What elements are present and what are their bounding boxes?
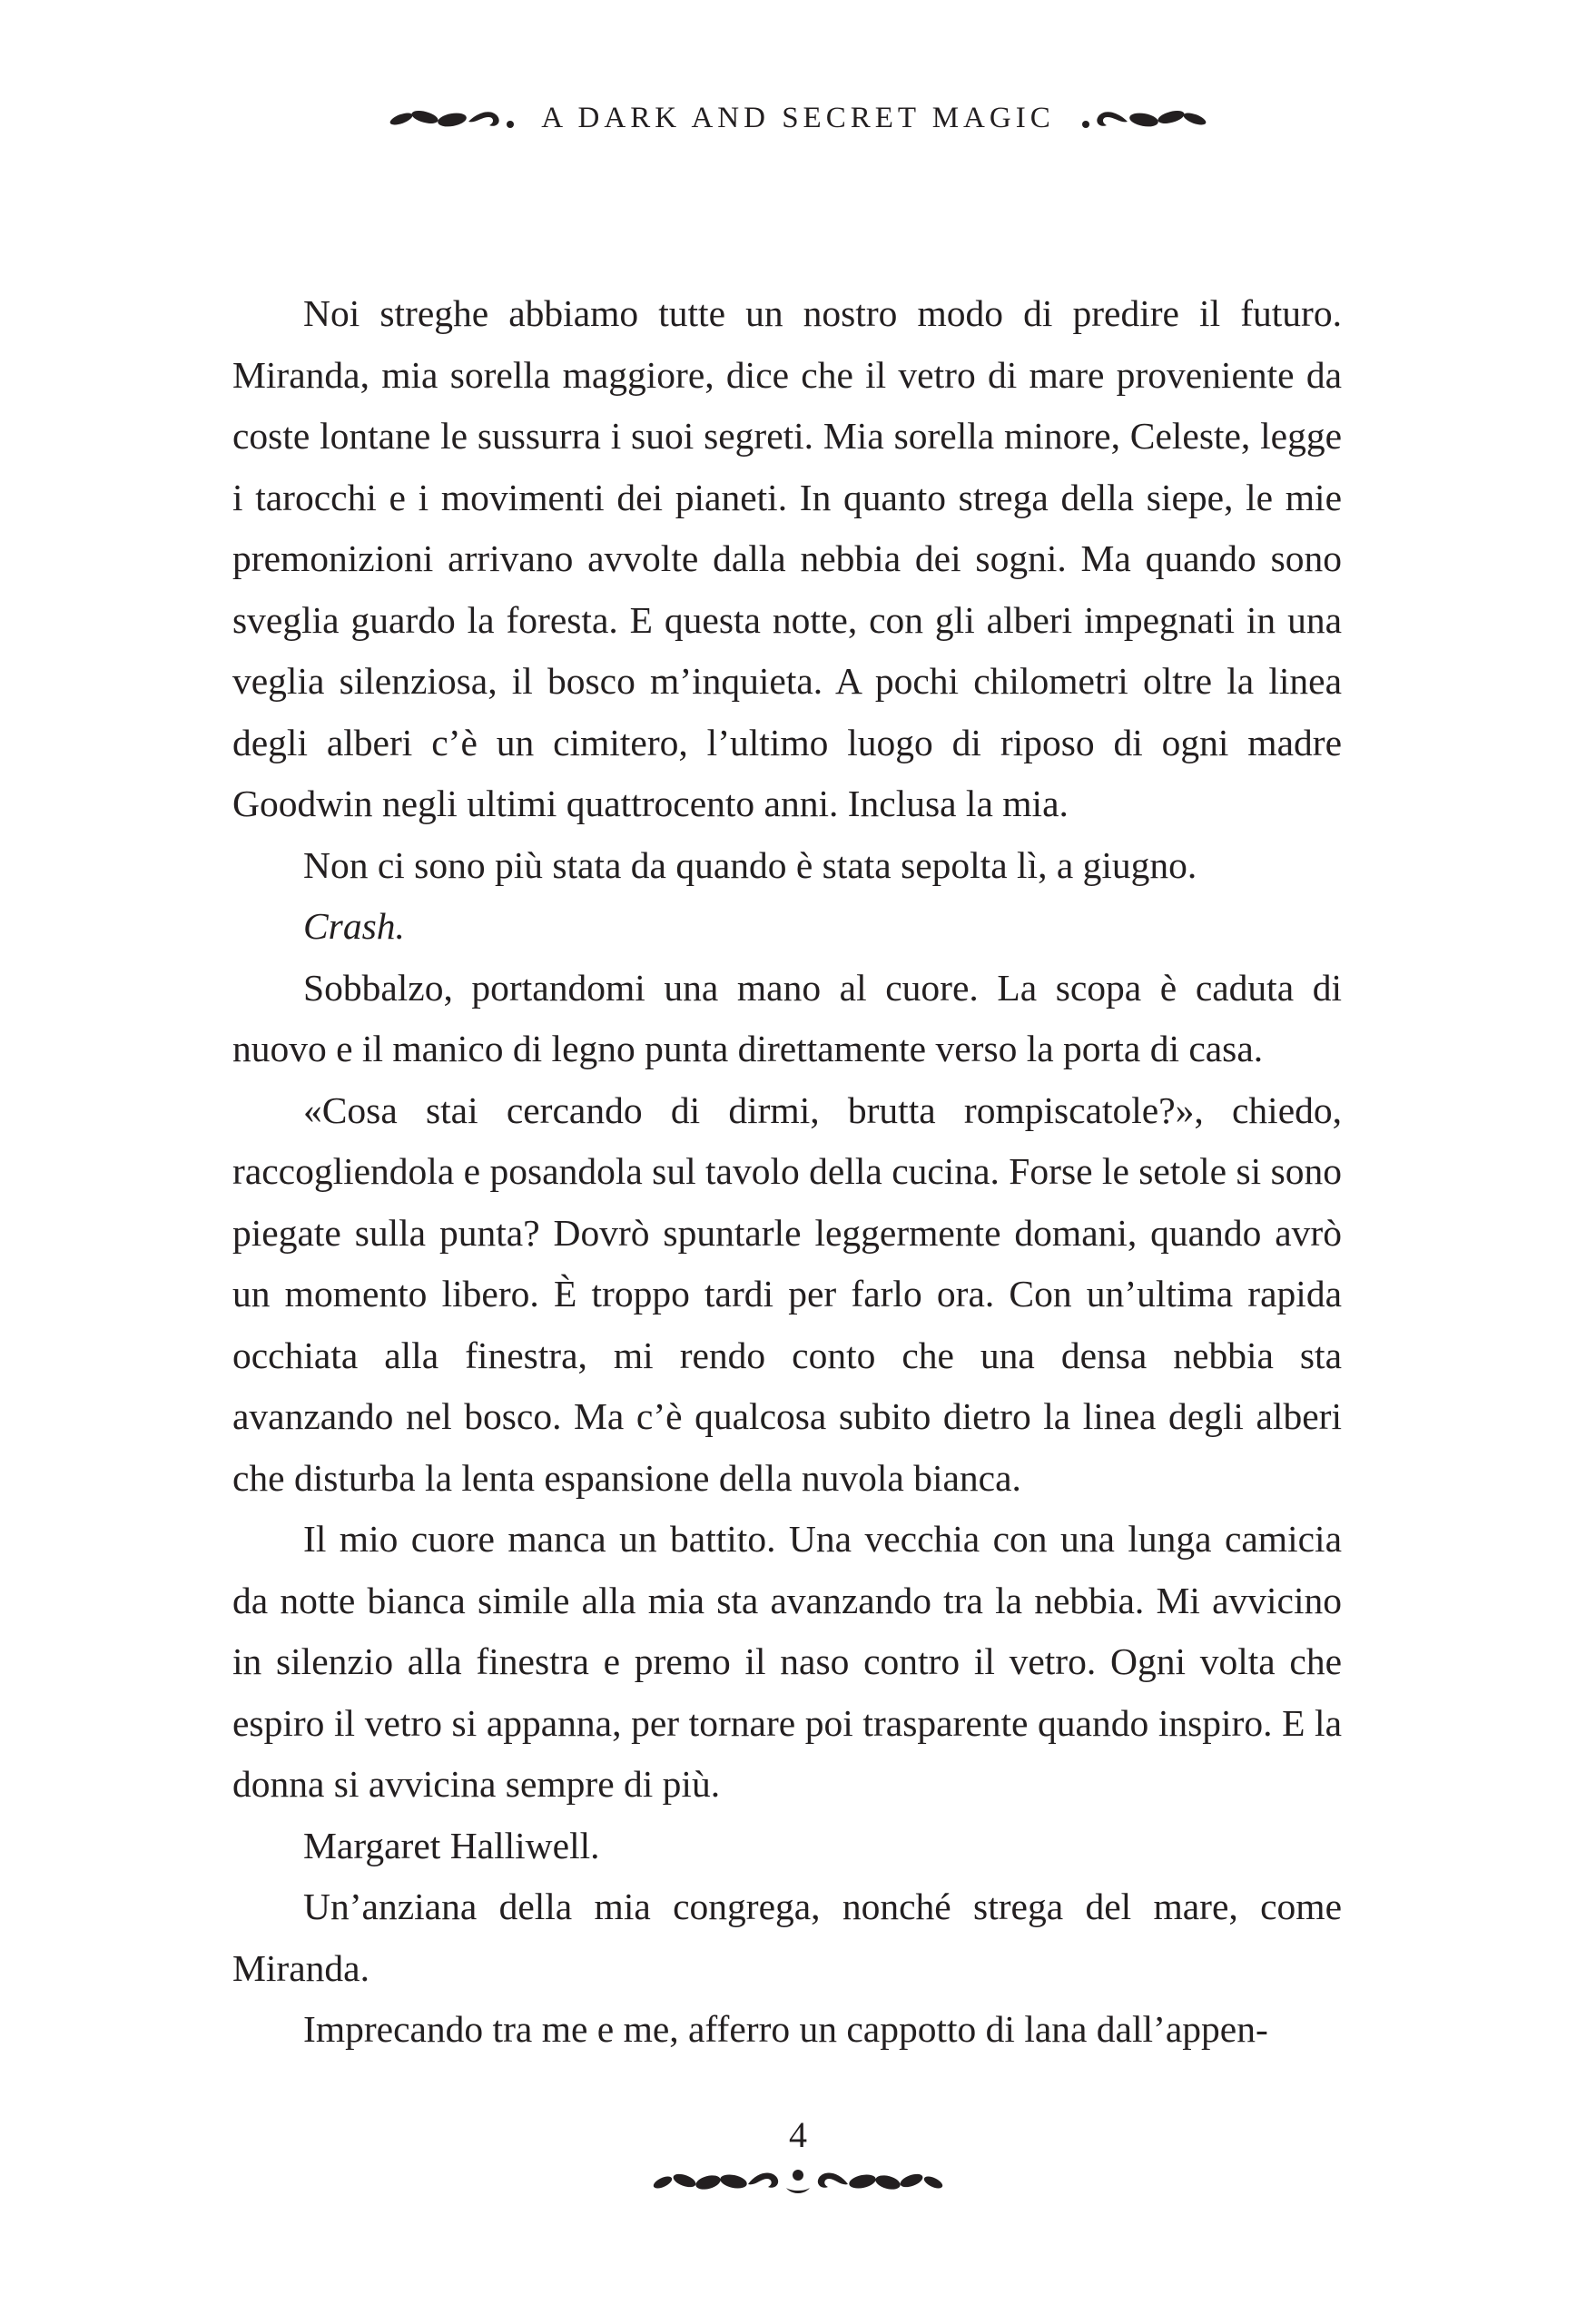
paragraph: Noi streghe abbiamo tutte un nostro modo di predire il futuro. Miranda, mia sorella maggiore, dice che il vetro di mare proveniente da coste lontane le sussurra i suoi segreti. Mia sorella minore, Celeste, legge i tarocchi e i movimenti dei pianeti. In quanto strega della siepe, le mie premonizioni arrivano avvolte dalla nebbia dei sogni. Ma quando sono sveglia guardo la foresta. E questa notte, con gli alberi impegnati in una veglia silenziosa, il bosco m’inquieta. A pochi chilometri oltre la linea degli alberi c’è un cimitero, l’ultimo luogo di riposo di ogni madre Goodwin negli ultimi quattrocento anni. Inclusa la mia.: [232, 292, 1342, 824]
paragraph-italic-sound: Crash.: [303, 905, 405, 947]
paragraph: Non ci sono più stata da quando è stata sepolta lì, a giugno.: [303, 843, 1197, 886]
paragraph-continued: Imprecando tra me e me, afferro un cappotto di lana dall’appen-: [303, 2008, 1268, 2050]
paragraph: Sobbalzo, portandomi una mano al cuore. La scopa è caduta di nuovo e il manico di legno punta direttamente verso la porta di casa.: [232, 966, 1342, 1069]
right-leaf-ornament-icon: [1075, 103, 1211, 134]
running-title: A DARK AND SECRET MAGIC: [541, 102, 1055, 134]
left-leaf-ornament-icon: [385, 103, 521, 134]
floral-vine-ornament-icon: [650, 2162, 946, 2202]
paragraph: Un’anziana della mia congrega, nonché strega del mare, come Miranda.: [232, 1886, 1342, 1989]
page-number: 4: [789, 2114, 807, 2155]
paragraph: Il mio cuore manca un battito. Una vecchia con una lunga camicia da notte bianca simile alla mia sta avanzando tra la nebbia. Mi avvicino in silenzio alla finestra e premo il naso contro il vetro. Ogni volta che espiro il vetro si appanna, per tornare poi trasparente quando inspiro. E la donna si avvicina sempre di più.: [232, 1518, 1342, 1805]
body-text: [232, 283, 1342, 2061]
paragraph: Margaret Halliwell.: [303, 1824, 600, 1866]
paragraph: «Cosa stai cercando di dirmi, brutta rompiscatole?», chiedo, raccogliendola e posandola sul tavolo della cucina. Forse le setole si sono piegate sulla punta? Dovrò spuntarle leggermente domani, quando avrò un momento libero. È troppo tardi per farlo ora. Con un’ultima rapida occhiata alla finestra, mi rendo conto che una densa nebbia sta avanzando nel bosco. Ma c’è qualcosa subito dietro la linea degli alberi che disturba la lenta espansione della nuvola bianca.: [232, 1088, 1342, 1499]
running-head: [0, 102, 1596, 135]
